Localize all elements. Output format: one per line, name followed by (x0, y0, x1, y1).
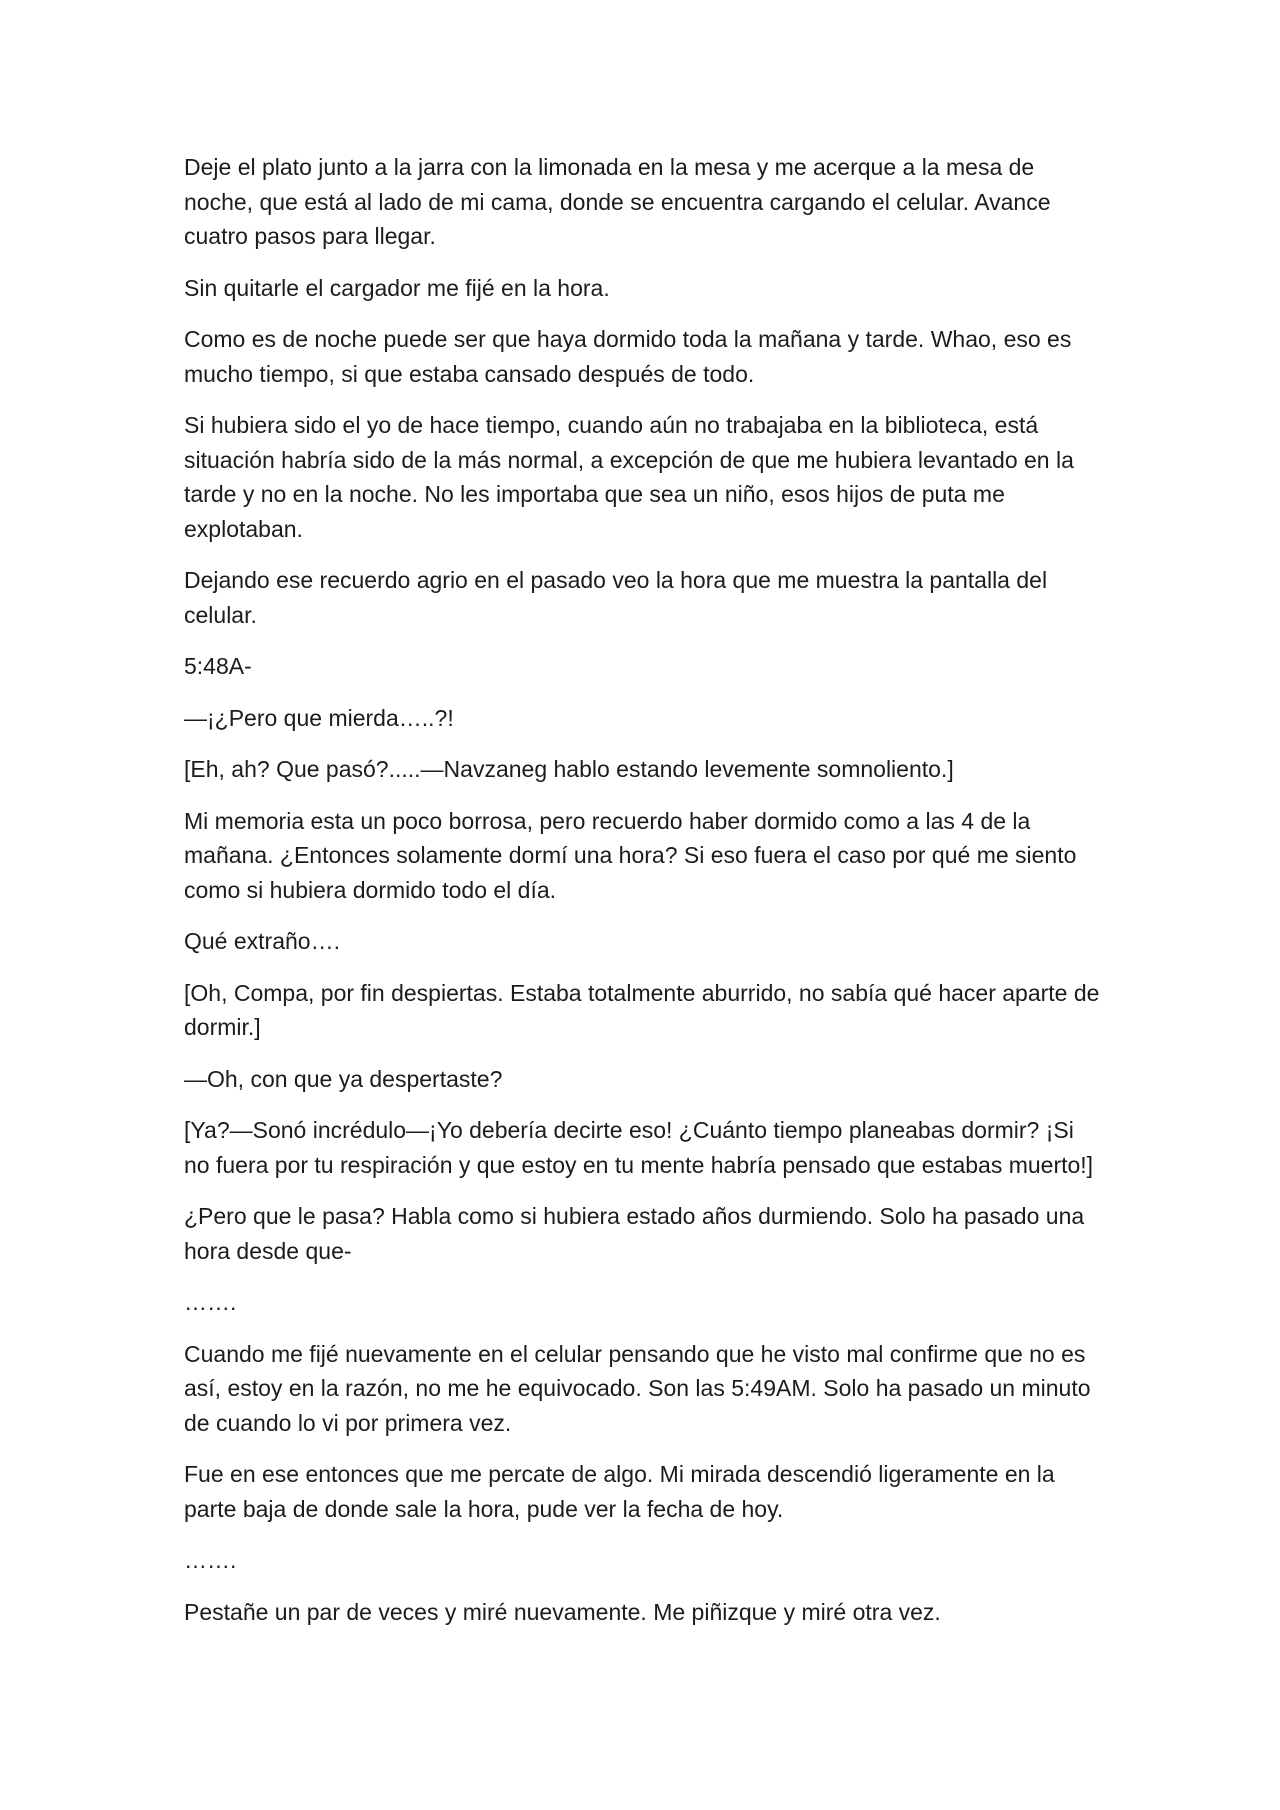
paragraph: Como es de noche puede ser que haya dormido toda la mañana y tarde. Whao, eso es mucho tiempo, si que estaba cansado después de todo. (184, 326, 1072, 387)
paragraph: Sin quitarle el cargador me fijé en la hora. (184, 274, 610, 301)
paragraph: —¡¿Pero que mierda…..?! (184, 704, 454, 731)
paragraph: [Ya?—Sonó incrédulo—¡Yo debería decirte eso! ¿Cuánto tiempo planeabas dormir? ¡Si no fuera por tu respiración y que estoy en tu mente habría pensado que estabas muerto!] (184, 1117, 1094, 1178)
paragraph: Fue en ese entonces que me percate de algo. Mi mirada descendió ligeramente en la parte baja de donde sale la hora, pude ver la fecha de hoy. (184, 1461, 1055, 1522)
paragraph: Deje el plato junto a la jarra con la limonada en la mesa y me acerque a la mesa de noche, que está al lado de mi cama, donde se encuentra cargando el celular. Avance cuatro pasos para llegar. (184, 154, 1051, 249)
paragraph: [Oh, Compa, por fin despiertas. Estaba totalmente aburrido, no sabía qué hacer aparte de dormir.] (184, 979, 1100, 1040)
paragraph: Pestañe un par de veces y miré nuevamente. Me piñizque y miré otra vez. (184, 1598, 941, 1625)
paragraph: Dejando ese recuerdo agrio en el pasado veo la hora que me muestra la pantalla del celular. (184, 567, 1048, 628)
paragraph: Mi memoria esta un poco borrosa, pero recuerdo haber dormido como a las 4 de la mañana. ¿Entonces solamente dormí una hora? Si eso fuera el caso por qué me siento como si hubiera dormido todo el día. (184, 807, 1077, 903)
paragraph: ¿Pero que le pasa? Habla como si hubiera estado años durmiendo. Solo ha pasado una hora desde que- (184, 1203, 1085, 1264)
paragraph: [Eh, ah? Que pasó?.....—Navzaneg hablo estando levemente somnoliento.] (184, 756, 954, 782)
paragraph: ……. (184, 1289, 237, 1315)
paragraph: Si hubiera sido el yo de hace tiempo, cuando aún no trabajaba en la biblioteca, está situación habría sido de la más normal, a excepción de que me hubiera levantado en la tarde y no en la noche. No les importaba que sea un niño, esos hijos de puta me explotaban. (184, 412, 1074, 542)
document-body (184, 150, 1104, 1646)
paragraph: Qué extraño…. (184, 928, 340, 954)
paragraph: 5:48A- (184, 653, 252, 679)
paragraph: ……. (184, 1547, 237, 1573)
paragraph: —Oh, con que ya despertaste? (184, 1065, 503, 1092)
paragraph: Cuando me fijé nuevamente en el celular pensando que he visto mal confirme que no es así, estoy en la razón, no me he equivocado. Son las 5:49AM. Solo ha pasado un minuto de cuando lo vi por primera vez. (184, 1340, 1091, 1436)
